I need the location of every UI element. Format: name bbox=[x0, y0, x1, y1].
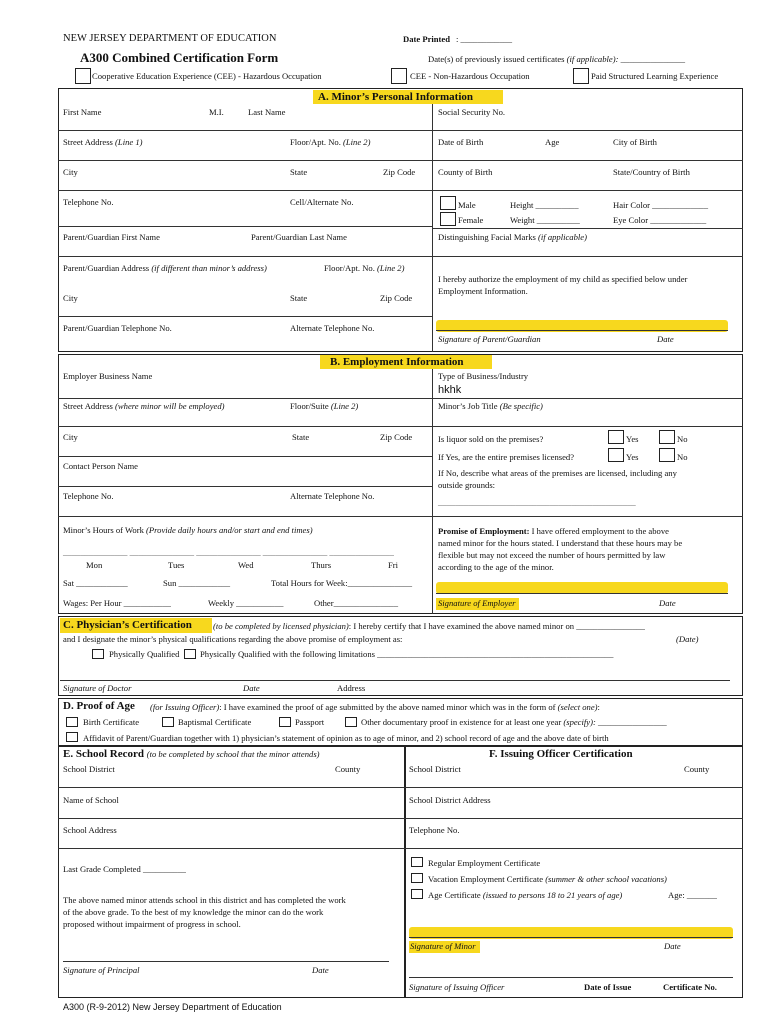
liquor-no-label: No bbox=[677, 434, 688, 444]
sun-field[interactable]: Sun ____________ bbox=[163, 578, 231, 588]
day-wed: Wed bbox=[238, 560, 254, 570]
city-birth-label: City of Birth bbox=[613, 137, 657, 147]
section-a-title: A. Minor’s Personal Information bbox=[318, 91, 473, 103]
section-c-statement: (to be completed by licensed physician): I hereby certify that I have examined the above named minor on ________________ bbox=[213, 621, 645, 631]
male-label: Male bbox=[458, 200, 476, 210]
rule bbox=[404, 818, 743, 819]
zip2-label: Zip Code bbox=[380, 293, 413, 303]
state2-label: State bbox=[290, 293, 308, 303]
district-address-label: School District Address bbox=[409, 795, 491, 805]
rule bbox=[58, 516, 743, 517]
business-type-label: Type of Business/Industry bbox=[438, 371, 529, 381]
alt-phone-label: Alternate Telephone No. bbox=[290, 323, 375, 333]
principal-date-label: Date bbox=[312, 965, 329, 975]
state-label: State bbox=[290, 167, 308, 177]
employer-floor-label: Floor/Suite (Line 2) bbox=[290, 401, 359, 411]
guardian-phone-label: Parent/Guardian Telephone No. bbox=[63, 323, 172, 333]
minor-date-label: Date bbox=[664, 941, 681, 951]
business-type-value[interactable]: hkhk bbox=[438, 384, 462, 396]
section-f-frame bbox=[404, 746, 743, 998]
rule bbox=[58, 256, 743, 257]
first-name-label: First Name bbox=[63, 107, 102, 117]
licensed-yes-checkbox[interactable] bbox=[608, 448, 624, 462]
male-checkbox[interactable] bbox=[440, 196, 456, 210]
promise-text-3: flexible but may not exceed the number of hours permitted by law bbox=[438, 550, 666, 560]
total-hours-field[interactable]: Total Hours for Week:_______________ bbox=[271, 578, 413, 588]
rule bbox=[58, 130, 743, 131]
rule bbox=[58, 426, 743, 427]
principal-signature-line[interactable] bbox=[63, 961, 389, 962]
affidavit-checkbox[interactable] bbox=[66, 732, 78, 742]
wages-weekly-field[interactable]: Weekly ___________ bbox=[208, 598, 284, 608]
day-mon: Mon bbox=[86, 560, 103, 570]
regular-cert-label: Regular Employment Certificate bbox=[428, 858, 541, 868]
liquor-question: Is liquor sold on the premises? bbox=[438, 434, 544, 444]
rule bbox=[58, 226, 432, 227]
qualified-limited-label: Physically Qualified with the following limitations _______________________________________________________ bbox=[200, 649, 614, 659]
f-phone-label: Telephone No. bbox=[409, 825, 460, 835]
section-c-statement-2: and I designate the minor’s physical qualifications regarding the above promise of employment as: bbox=[63, 634, 403, 644]
rule bbox=[404, 787, 743, 788]
other-proof-checkbox[interactable] bbox=[345, 717, 357, 727]
cee-hazardous-checkbox[interactable] bbox=[75, 68, 91, 84]
sat-field[interactable]: Sat ____________ bbox=[63, 578, 128, 588]
describe-text: If No, describe what areas of the premises are licensed, including any bbox=[438, 468, 677, 478]
authorize-text: I hereby authorize the employment of my child as specified below under bbox=[438, 274, 688, 284]
qualified-limited-checkbox[interactable] bbox=[184, 649, 196, 659]
dob-label: Date of Birth bbox=[438, 137, 484, 147]
rule bbox=[58, 316, 432, 317]
rule bbox=[58, 456, 432, 457]
date-of-issue-label: Date of Issue bbox=[584, 982, 632, 992]
e-district-label: School District bbox=[63, 764, 115, 774]
doctor-address-label: Address bbox=[337, 683, 366, 693]
employer-zip-label: Zip Code bbox=[380, 432, 413, 442]
rule bbox=[58, 486, 432, 487]
promise-text: Promise of Employment: I have offered employment to the above bbox=[438, 526, 669, 536]
vacation-cert-checkbox[interactable] bbox=[411, 873, 423, 883]
school-statement: The above named minor attends school in this district and has completed the work bbox=[63, 895, 346, 905]
guardian-signature-line bbox=[436, 330, 728, 331]
promise-text-4: according to the age of the minor. bbox=[438, 562, 554, 572]
day-fri: Fri bbox=[388, 560, 399, 570]
guardian-signature-label: Signature of Parent/Guardian bbox=[438, 334, 541, 344]
age-field[interactable]: Age: _______ bbox=[668, 890, 717, 900]
rule bbox=[58, 398, 743, 399]
city-label: City bbox=[63, 167, 78, 177]
state-birth-label: State/Country of Birth bbox=[613, 167, 690, 177]
licensed-no-label: No bbox=[677, 452, 688, 462]
paid-learning-checkbox[interactable] bbox=[573, 68, 589, 84]
rule bbox=[58, 160, 743, 161]
baptismal-cert-checkbox[interactable] bbox=[162, 717, 174, 727]
cee-hazardous-label: Cooperative Education Experience (CEE) - Hazardous Occupation bbox=[92, 71, 322, 81]
section-b-divider bbox=[432, 369, 433, 614]
guardian-addr-label: Parent/Guardian Address (if different than minor’s address) bbox=[63, 263, 267, 273]
rule bbox=[58, 818, 406, 819]
last-name-label: Last Name bbox=[248, 107, 286, 117]
employer-state-label: State bbox=[292, 432, 310, 442]
zip-label: Zip Code bbox=[383, 167, 416, 177]
describe-text-2: outside grounds: bbox=[438, 480, 496, 490]
doctor-signature-line[interactable] bbox=[60, 680, 730, 681]
hours-label: Minor’s Hours of Work (Provide daily hours and/or start and end times) bbox=[63, 525, 313, 535]
day-hours-blanks[interactable]: _______________ _______________ _______________ _______________ _______________ bbox=[63, 547, 394, 557]
regular-cert-checkbox[interactable] bbox=[411, 857, 423, 867]
employer-alt-phone-label: Alternate Telephone No. bbox=[290, 491, 375, 501]
officer-signature-label: Signature of Issuing Officer bbox=[409, 982, 505, 992]
birth-cert-label: Birth Certificate bbox=[83, 717, 140, 727]
employer-street-label: Street Address (where minor will be employed) bbox=[63, 401, 225, 411]
form-title: A300 Combined Certification Form bbox=[80, 50, 279, 65]
job-title-label: Minor’s Job Title (Be specific) bbox=[438, 401, 543, 411]
age-label: Age bbox=[545, 137, 560, 147]
phone-label: Telephone No. bbox=[63, 197, 114, 207]
school-name-label: Name of School bbox=[63, 795, 119, 805]
section-d-statement: (for Issuing Officer): I have examined the proof of age submitted by the above named minor which was in the form of (select one): bbox=[150, 702, 600, 712]
liquor-yes-label: Yes bbox=[626, 434, 639, 444]
employer-label: Employer Business Name bbox=[63, 371, 153, 381]
employer-date-label: Date bbox=[659, 598, 676, 608]
date-printed-value[interactable]: : ____________ bbox=[456, 34, 513, 44]
eye-label: Eye Color _____________ bbox=[613, 215, 707, 225]
describe-input[interactable]: ______________________________________________ bbox=[438, 497, 636, 507]
date-printed-label: Date Printed bbox=[403, 34, 451, 44]
rule bbox=[58, 190, 743, 191]
city2-label: City bbox=[63, 293, 78, 303]
floor-label: Floor/Apt. No. (Line 2) bbox=[290, 137, 371, 147]
minor-signature-label: Signature of Minor bbox=[409, 941, 480, 953]
f-district-label: School District bbox=[409, 764, 461, 774]
footer-text: A300 (R-9-2012) New Jersey Department of Education bbox=[63, 1002, 282, 1012]
cell-label: Cell/Alternate No. bbox=[290, 197, 354, 207]
age-cert-label: Age Certificate (issued to persons 18 to 21 years of age) bbox=[428, 890, 623, 900]
birth-cert-checkbox[interactable] bbox=[66, 717, 78, 727]
liquor-no-checkbox[interactable] bbox=[659, 430, 675, 444]
baptismal-cert-label: Baptismal Certificate bbox=[178, 717, 252, 727]
section-e-title: E. School Record (to be completed by school that the minor attends) bbox=[63, 748, 320, 760]
marks-label: Distinguishing Facial Marks (if applicable) bbox=[438, 232, 587, 242]
rule bbox=[58, 848, 406, 849]
school-statement-2: of the above grade. To the best of my knowledge the minor can do the work bbox=[63, 907, 324, 917]
school-statement-3: proposed without impairment of progress in school. bbox=[63, 919, 241, 929]
age-cert-checkbox[interactable] bbox=[411, 889, 423, 899]
doctor-signature-label: Signature of Doctor bbox=[63, 683, 132, 693]
rule bbox=[404, 848, 743, 849]
section-d-title: D. Proof of Age bbox=[63, 700, 135, 712]
licensed-question: If Yes, are the entire premises licensed? bbox=[438, 452, 575, 462]
passport-checkbox[interactable] bbox=[279, 717, 291, 727]
doctor-date-label: Date bbox=[243, 683, 260, 693]
rule bbox=[432, 228, 743, 229]
e-county-label: County bbox=[335, 764, 361, 774]
passport-label: Passport bbox=[295, 717, 325, 727]
employer-signature-line bbox=[436, 593, 728, 594]
certificate-number-label: Certificate No. bbox=[663, 982, 717, 992]
dept-name: NEW JERSEY DEPARTMENT OF EDUCATION bbox=[63, 33, 277, 44]
ssn-label: Social Security No. bbox=[438, 107, 506, 117]
grade-completed-field[interactable]: Last Grade Completed __________ bbox=[63, 864, 186, 874]
wages-other-field[interactable]: Other_______________ bbox=[314, 598, 399, 608]
guardian-last-label: Parent/Guardian Last Name bbox=[251, 232, 347, 242]
wages-hour-field[interactable]: Wages: Per Hour ___________ bbox=[63, 598, 171, 608]
day-tues: Tues bbox=[168, 560, 185, 570]
physically-qualified-checkbox[interactable] bbox=[92, 649, 104, 659]
section-b-title: B. Employment Information bbox=[330, 356, 464, 368]
mi-label: M.I. bbox=[209, 107, 224, 117]
cee-nonhazardous-checkbox[interactable] bbox=[391, 68, 407, 84]
street1-label: Street Address (Line 1) bbox=[63, 137, 143, 147]
authorize-text-2: Employment Information. bbox=[438, 286, 528, 296]
school-address-label: School Address bbox=[63, 825, 117, 835]
guardian-date-label: Date bbox=[657, 334, 674, 344]
employer-phone-label: Telephone No. bbox=[63, 491, 114, 501]
contact-label: Contact Person Name bbox=[63, 461, 138, 471]
liquor-yes-checkbox[interactable] bbox=[608, 430, 624, 444]
female-checkbox[interactable] bbox=[440, 212, 456, 226]
minor-signature-line bbox=[409, 937, 733, 938]
prev-cert-label: Date(s) of previously issued certificates (if applicable): _______________ bbox=[428, 54, 686, 64]
rule bbox=[58, 787, 406, 788]
female-label: Female bbox=[458, 215, 484, 225]
vacation-cert-label: Vacation Employment Certificate (summer & other school vacations) bbox=[428, 874, 667, 884]
employer-signature-label: Signature of Employer bbox=[436, 598, 519, 610]
employer-city-label: City bbox=[63, 432, 78, 442]
day-thurs: Thurs bbox=[311, 560, 332, 570]
cee-nonhazardous-label: CEE - Non-Hazardous Occupation bbox=[410, 71, 530, 81]
other-proof-label: Other documentary proof in existence for at least one year (specify): ________________ bbox=[361, 717, 667, 727]
physically-qualified-label: Physically Qualified bbox=[109, 649, 180, 659]
height-label: Height __________ bbox=[510, 200, 579, 210]
officer-signature-line[interactable] bbox=[409, 977, 733, 978]
promise-text-2: named minor for the hours stated. I understand that these hours may be bbox=[438, 538, 683, 548]
affidavit-label: Affidavit of Parent/Guardian together with 1) physician’s statement of opinion as to age of minor, and 2) school record of age and the above date of birth bbox=[83, 733, 609, 743]
hair-label: Hair Color _____________ bbox=[613, 200, 709, 210]
section-b-frame bbox=[58, 354, 743, 614]
licensed-yes-label: Yes bbox=[626, 452, 639, 462]
exam-date-label: (Date) bbox=[676, 634, 699, 644]
licensed-no-checkbox[interactable] bbox=[659, 448, 675, 462]
section-c-title: C. Physician’s Certification bbox=[63, 619, 192, 631]
principal-signature-label: Signature of Principal bbox=[63, 965, 140, 975]
guardian-first-label: Parent/Guardian First Name bbox=[63, 232, 160, 242]
weight-label: Weight __________ bbox=[510, 215, 580, 225]
county-birth-label: County of Birth bbox=[438, 167, 493, 177]
f-county-label: County bbox=[684, 764, 710, 774]
section-f-title: F. Issuing Officer Certification bbox=[489, 748, 633, 760]
guardian-floor-label: Floor/Apt. No. (Line 2) bbox=[324, 263, 405, 273]
paid-learning-label: Paid Structured Learning Experience bbox=[591, 71, 719, 81]
